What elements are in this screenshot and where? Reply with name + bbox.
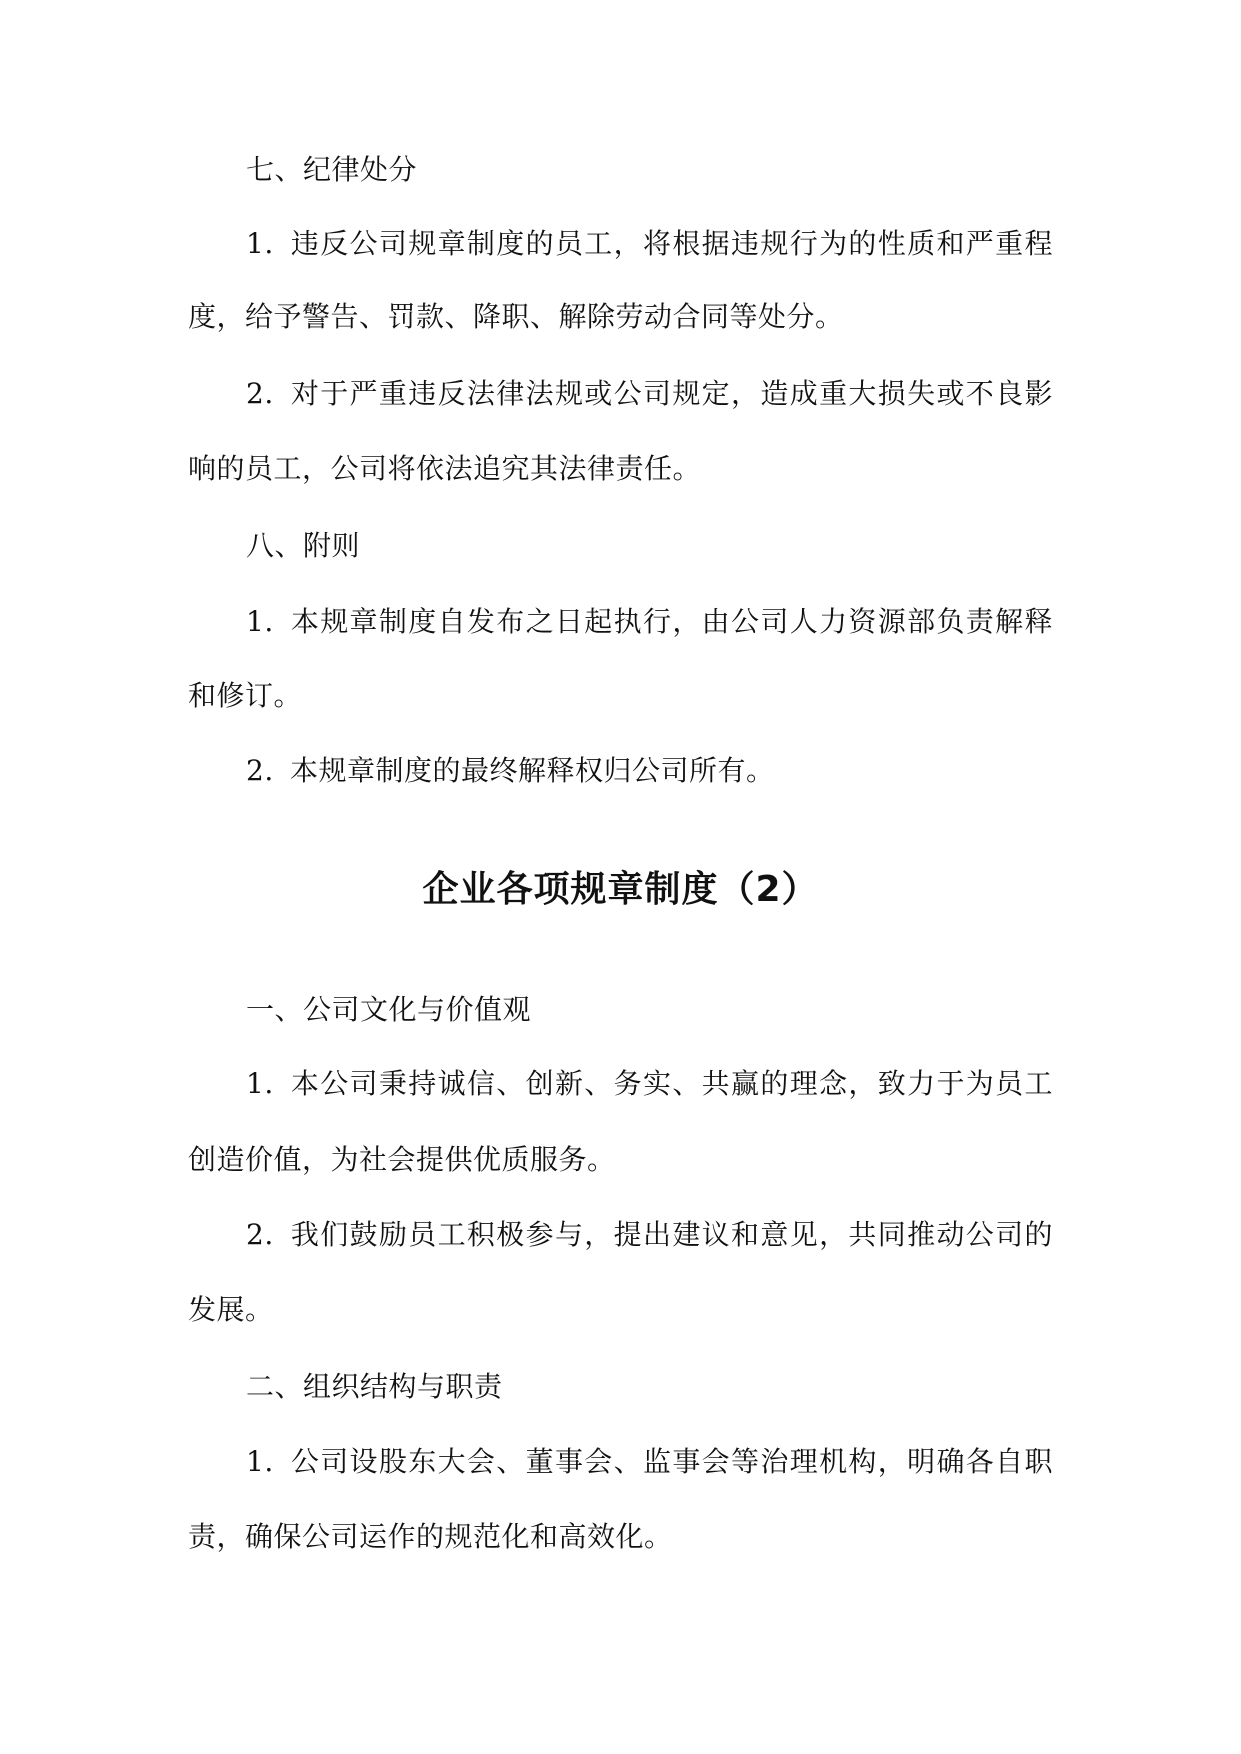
document-title: 企业各项规章制度（2） (422, 869, 819, 910)
section-7-item-1-line-2: 度，给予警告、罚款、降职、解除劳动合同等处分。 (188, 300, 844, 333)
part-1-item-2-line-2: 发展。 (188, 1293, 274, 1326)
part-1-item-1-line-2: 创造价值，为社会提供优质服务。 (188, 1143, 616, 1176)
section-8-item-1-line-2: 和修订。 (188, 679, 303, 712)
section-8-item-1-line-1 (246, 602, 1053, 642)
part-2-item-1-line-1 (246, 1442, 1053, 1482)
item-number: 2. (246, 754, 274, 787)
section-7-item-2-line-2: 响的员工，公司将依法追究其法律责任。 (188, 452, 702, 485)
item-text: 违反公司规章制度的员工，将根据违规行为的性质和严重程 (290, 227, 1053, 260)
part-1-item-1-line-1 (246, 1064, 1053, 1104)
part-1-item-2-line-1 (246, 1215, 1053, 1255)
item-text: 对于严重违反法律法规或公司规定，造成重大损失或不良影 (290, 377, 1053, 410)
part-2-item-1-line-2: 责，确保公司运作的规范化和高效化。 (188, 1520, 673, 1553)
item-number: 2. (246, 1218, 274, 1251)
part-1-heading: 一、公司文化与价值观 (246, 993, 532, 1026)
section-7-item-2-line-1 (246, 374, 1053, 414)
item-number: 1. (246, 605, 274, 638)
item-text: 我们鼓励员工积极参与，提出建议和意见，共同推动公司的 (290, 1218, 1053, 1251)
item-number: 1. (246, 227, 274, 260)
item-text: 公司设股东大会、董事会、监事会等治理机构，明确各自职 (290, 1445, 1053, 1478)
item-text: 本公司秉持诚信、创新、务实、共赢的理念，致力于为员工 (290, 1067, 1053, 1100)
section-8-heading: 八、附则 (246, 529, 361, 562)
section-8-item-2-line-1 (246, 751, 1053, 791)
item-text: 本规章制度自发布之日起执行，由公司人力资源部负责解释 (290, 605, 1053, 638)
item-number: 1. (246, 1445, 274, 1478)
item-text: 本规章制度的最终解释权归公司所有。 (290, 754, 775, 787)
section-7-item-1-line-1 (246, 224, 1053, 264)
item-number: 1. (246, 1067, 274, 1100)
part-2-heading: 二、组织结构与职责 (246, 1370, 503, 1403)
section-7-heading: 七、纪律处分 (246, 153, 418, 186)
item-number: 2. (246, 377, 274, 410)
